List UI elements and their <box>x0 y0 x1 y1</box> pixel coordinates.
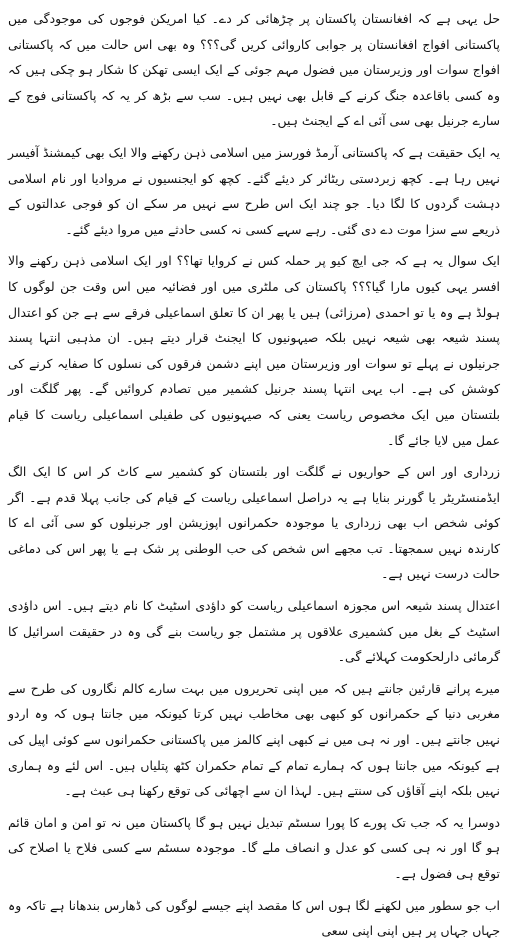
paragraph-6: میرے پرانے قارئین جانتے ہیں کہ میں اپنی تحریروں میں بہت سارے کالم نگاروں کی طرح سے مغربی دنیا کے حکمرانوں کو کبھی بھی مخاطب نہیں کرتا کیونکہ میں جانتا ہوں کہ وہ اردو نہیں جانتے ہیں۔ اور نہ ہی میں نے کبھی اپنے کالمز میں پاکستانی حکمرانوں سے کوئی اپیل کی ہے کیونکہ میں جانتا ہوں کہ ہمارے تمام کے تمام حکمران کٹھ پتلیاں ہیں۔ اس لئے وہ ہماری نہیں بلکہ اپنے آقاؤں کی سنتے ہیں۔ لہذا ان سے اچھائی کی توقع رکھنا ہی عبث ہے۔ <box>8 680 500 799</box>
paragraph-1: حل یہی ہے کہ افغانستان پاکستان پر چڑھائی کر دے۔ کیا امریکن فوجوں کی موجودگی میں پاکستانی افواج افغانستان پر جوابی کاروائی کریں گی؟؟؟ وہ بھی اس حالت میں کہ پاکستانی افواج سوات اور وزیرستان میں فضول مہم جوئی کے ایک ایسی تھکن کا شکار ہو چکی ہیں کہ وہ کسی باقاعدہ جنگ کرنے کے قابل بھی نہیں ہیں۔ سب سے بڑھ کر یہ کہ پاکستانی فوج کے سارے جرنیل بھی سی آئی اے کے ایجنٹ ہیں۔ <box>8 11 500 129</box>
paragraph-5: اعتدال پسند شیعہ اس مجوزہ اسماعیلی ریاست کو داؤدی اسٹیٹ کا نام دیتے ہیں۔ اس داؤدی اسٹیٹ کے بغل میں کشمیری علاقوں پر مشتمل جو ریاست بنے گی وہ در حقیقت اسرائیل کا گرمائی دارلحکومت کہلائے گی۔ <box>8 598 500 665</box>
paragraph-4: زرداری اور اس کے حواریوں نے گلگت اور بلتستان کو کشمیر سے کاٹ کر اس کا ایک الگ ایڈمنسٹریٹر یا گورنر بنایا ہے یہ دراصل اسماعیلی ریاست کے قیام کی جانب پہلا قدم ہے۔ اگر کوئی شخص اب بھی زرداری یا موجودہ حکمرانوں اپوزیشن اور جرنیلوں کو سی آئی اے کا کارندہ نہیں سمجھتا۔ تب مجھے اس شخص کی حب الوطنی پر شک ہے یا پھر اس کی دماغی حالت درست نہیں ہے۔ <box>8 464 500 582</box>
paragraph-2: یہ ایک حقیقت ہے کہ پاکستانی آرمڈ فورسز میں اسلامی ذہن رکھنے والا ایک بھی کیمشنڈ آفیسر نہیں رہا ہے۔ کچھ زبردستی ریٹائر کر دیئے گئے۔ کچھ کو ایجنسیوں نے مروادیا اور نام اسلامی دہشت گردوں کا لگا دیا۔ جو چند ایک اس طرح سے نہیں مر سکے ان کو فوجی عدالتوں کے ذریعے سے سزا موت دے دی گئی۔ رہے سہے کسی نہ کسی حادثے میں مروا دیئے گئے۔ <box>8 144 500 237</box>
paragraph-7: دوسرا یہ کہ جب تک پورے کا پورا سسٹم تبدیل نہیں ہو گا پاکستان میں نہ تو امن و امان قائم ہو گا اور نہ ہی کسی کو عدل و انصاف ملے گا۔ موجودہ سسٹم سے کسی فلاح یا اصلاح کی توقع ہی فضول ہے۔ <box>8 814 500 881</box>
paragraph-8: اب جو سطور میں لکھنے لگا ہوں اس کا مقصد اپنے جیسے لوگوں کی ڈھارس بندھانا ہے تاکہ وہ جہاں جہاں پر ہیں اپنی اپنی سعی <box>8 897 500 939</box>
paragraph-3: ایک سوال یہ ہے کہ جی ایچ کیو پر حملہ کس نے کروایا تھا؟؟ اور ایک اسلامی ذہن رکھنے والا افسر یہی کیوں مارا گیا؟؟؟ پاکستان کی ملٹری میں اور فضائیہ میں اس وقت جن لوگوں کا ہولڈ ہے وہ یا تو احمدی (مرزائی) ہیں یا پھر ان کا تعلق اسماعیلی فرقے سے ہے جن کو اعتدال پسند شیعہ بھی شیعہ نہیں بلکہ صیہونیوں کا ایجنٹ قرار دیتے ہیں۔ ان مذہبی انتہا پسند جرنیلوں نے پہلے تو سوات اور وزیرستان میں اپنے دشمن فرقوں کی نسلوں کا صفایہ کرنے کی کوشش کی ہے۔ اب یہی انتہا پسند جرنیل کشمیر میں تصادم کروائیں گے۔ پھر گلگت اور بلتستان میں ایک مخصوص ریاست یعنی کہ صیہونیوں کی طفیلی اسماعیلی ریاست کا قیام عمل میں لایا جائے گا۔ <box>8 253 500 448</box>
